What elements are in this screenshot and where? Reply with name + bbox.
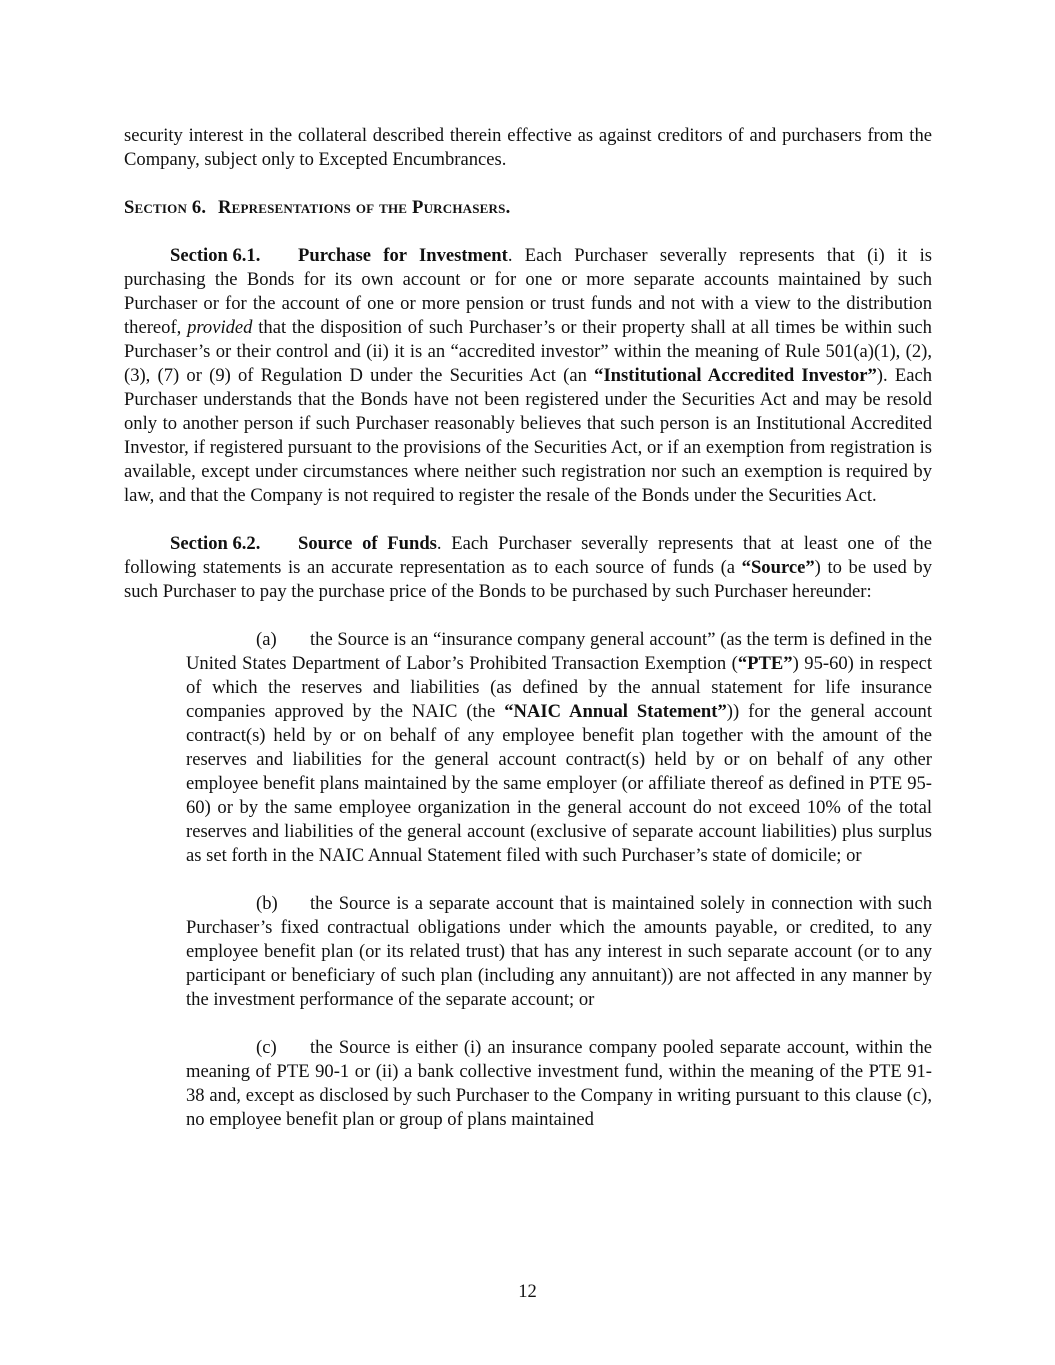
section-6-title-period: .	[505, 197, 511, 218]
section-6-1-number: Section 6.1.	[170, 245, 261, 266]
section-6-1-text-b: that the disposition of such Purchaser’s or their property shall at all times be within such Purchaser’s or their control and (ii) it is an “accredited investor” within the meaning of Rule 501(a)(1), (2), (3), (7) or (9) of Regulation D under the Securities Act (an	[124, 317, 932, 386]
section-6-2-text-a: . Each Purchaser severally represents that at least one of the following statements is an accurate representation as to each source of funds (a	[124, 533, 932, 578]
section-6-1-paragraph	[124, 244, 932, 508]
clause-a	[186, 628, 932, 868]
section-6-2-title: Source of Funds	[298, 533, 437, 554]
clause-a-text-c: )) for the general account contract(s) held by or on behalf of any employee benefit plan together with the amount of the reserves and liabilities for the general account contract(s) held by or on behalf of any other employee benefit plans maintained by the same employer (or affiliate thereof as defined in PTE 95-60) or by the same employee organization in the general account do not exceed 10% of the total reserves and liabilities of the general account (exclusive of separate account liabilities) plus surplus as set forth in the NAIC Annual Statement filed with such Purchaser’s state of domicile; or	[186, 701, 932, 866]
clause-b	[186, 892, 932, 1012]
section-6-2-paragraph	[124, 532, 932, 604]
page-number: 12	[518, 1281, 537, 1302]
section-6-1-provided: provided	[187, 317, 253, 338]
section-6-1-defined-term: “Institutional Accredited Investor”	[594, 365, 877, 386]
document-page	[124, 124, 932, 1132]
section-6-2-number: Section 6.2.	[170, 533, 261, 554]
clause-b-label: (b)	[256, 893, 278, 914]
clause-c-label: (c)	[256, 1037, 277, 1058]
clause-a-text-b: ) 95-60) in respect of which the reserves and liabilities (as defined by the annual statement for life insurance companies approved by the NAIC (the	[186, 653, 932, 722]
clause-c-text: the Source is either (i) an insurance company pooled separate account, within the meaning of PTE 90-1 or (ii) a bank collective investment fund, within the meaning of the PTE 91-38 and, except as disclosed by such Purchaser to the Company in writing pursuant to this clause (c), no employee benefit plan or group of plans maintained	[186, 1037, 932, 1130]
section-6-1-title: Purchase for Investment	[298, 245, 508, 266]
clause-a-text-a: the Source is an “insurance company general account” (as the term is defined in the United States Department of Labor’s Prohibited Transaction Exemption (	[186, 629, 932, 674]
clause-a-label: (a)	[256, 629, 277, 650]
section-6-number: Section 6.	[124, 197, 207, 218]
continuation-paragraph: security interest in the collateral described therein effective as against creditors of and purchasers from the Company, subject only to Excepted Encumbrances.	[124, 125, 932, 170]
clause-a-naic-term: “NAIC Annual Statement”	[504, 701, 727, 722]
section-6-2-defined-term: “Source”	[741, 557, 815, 578]
clause-b-text: the Source is a separate account that is maintained solely in connection with such Purchaser’s fixed contractual obligations under which the amounts payable, or credited, to any employee benefit plan (or its related trust) that has any interest in such separate account (or to any participant or beneficiary of such plan (including any annuitant)) are not affected in any manner by the investment performance of the separate account; or	[186, 893, 932, 1010]
section-6-1-text-c: ). Each Purchaser understands that the Bonds have not been registered under the Securities Act and may be resold only to another person if such Purchaser reasonably believes that such person is an Institutional Accredited Investor, if registered pursuant to the provisions of the Securities Act, or if an exemption from registration is available, except under circumstances where neither such registration nor such an exemption is required by law, and that the Company is not required to register the resale of the Bonds under the Securities Act.	[124, 365, 933, 506]
section-6-2-text-b: ) to be used by such Purchaser to pay the purchase price of the Bonds to be purchased by such Purchaser hereunder:	[124, 557, 932, 602]
section-6-title: Representations of the Purchasers	[218, 197, 506, 218]
section-6-heading	[124, 196, 932, 220]
clause-c	[186, 1036, 932, 1132]
section-6-1-text-a: . Each Purchaser severally represents that (i) it is purchasing the Bonds for its own account or for one or more separate accounts maintained by such Purchaser or for the account of one or more pension or trust funds and not with a view to the distribution thereof,	[124, 245, 932, 338]
clause-a-pte-term: “PTE”	[737, 653, 793, 674]
